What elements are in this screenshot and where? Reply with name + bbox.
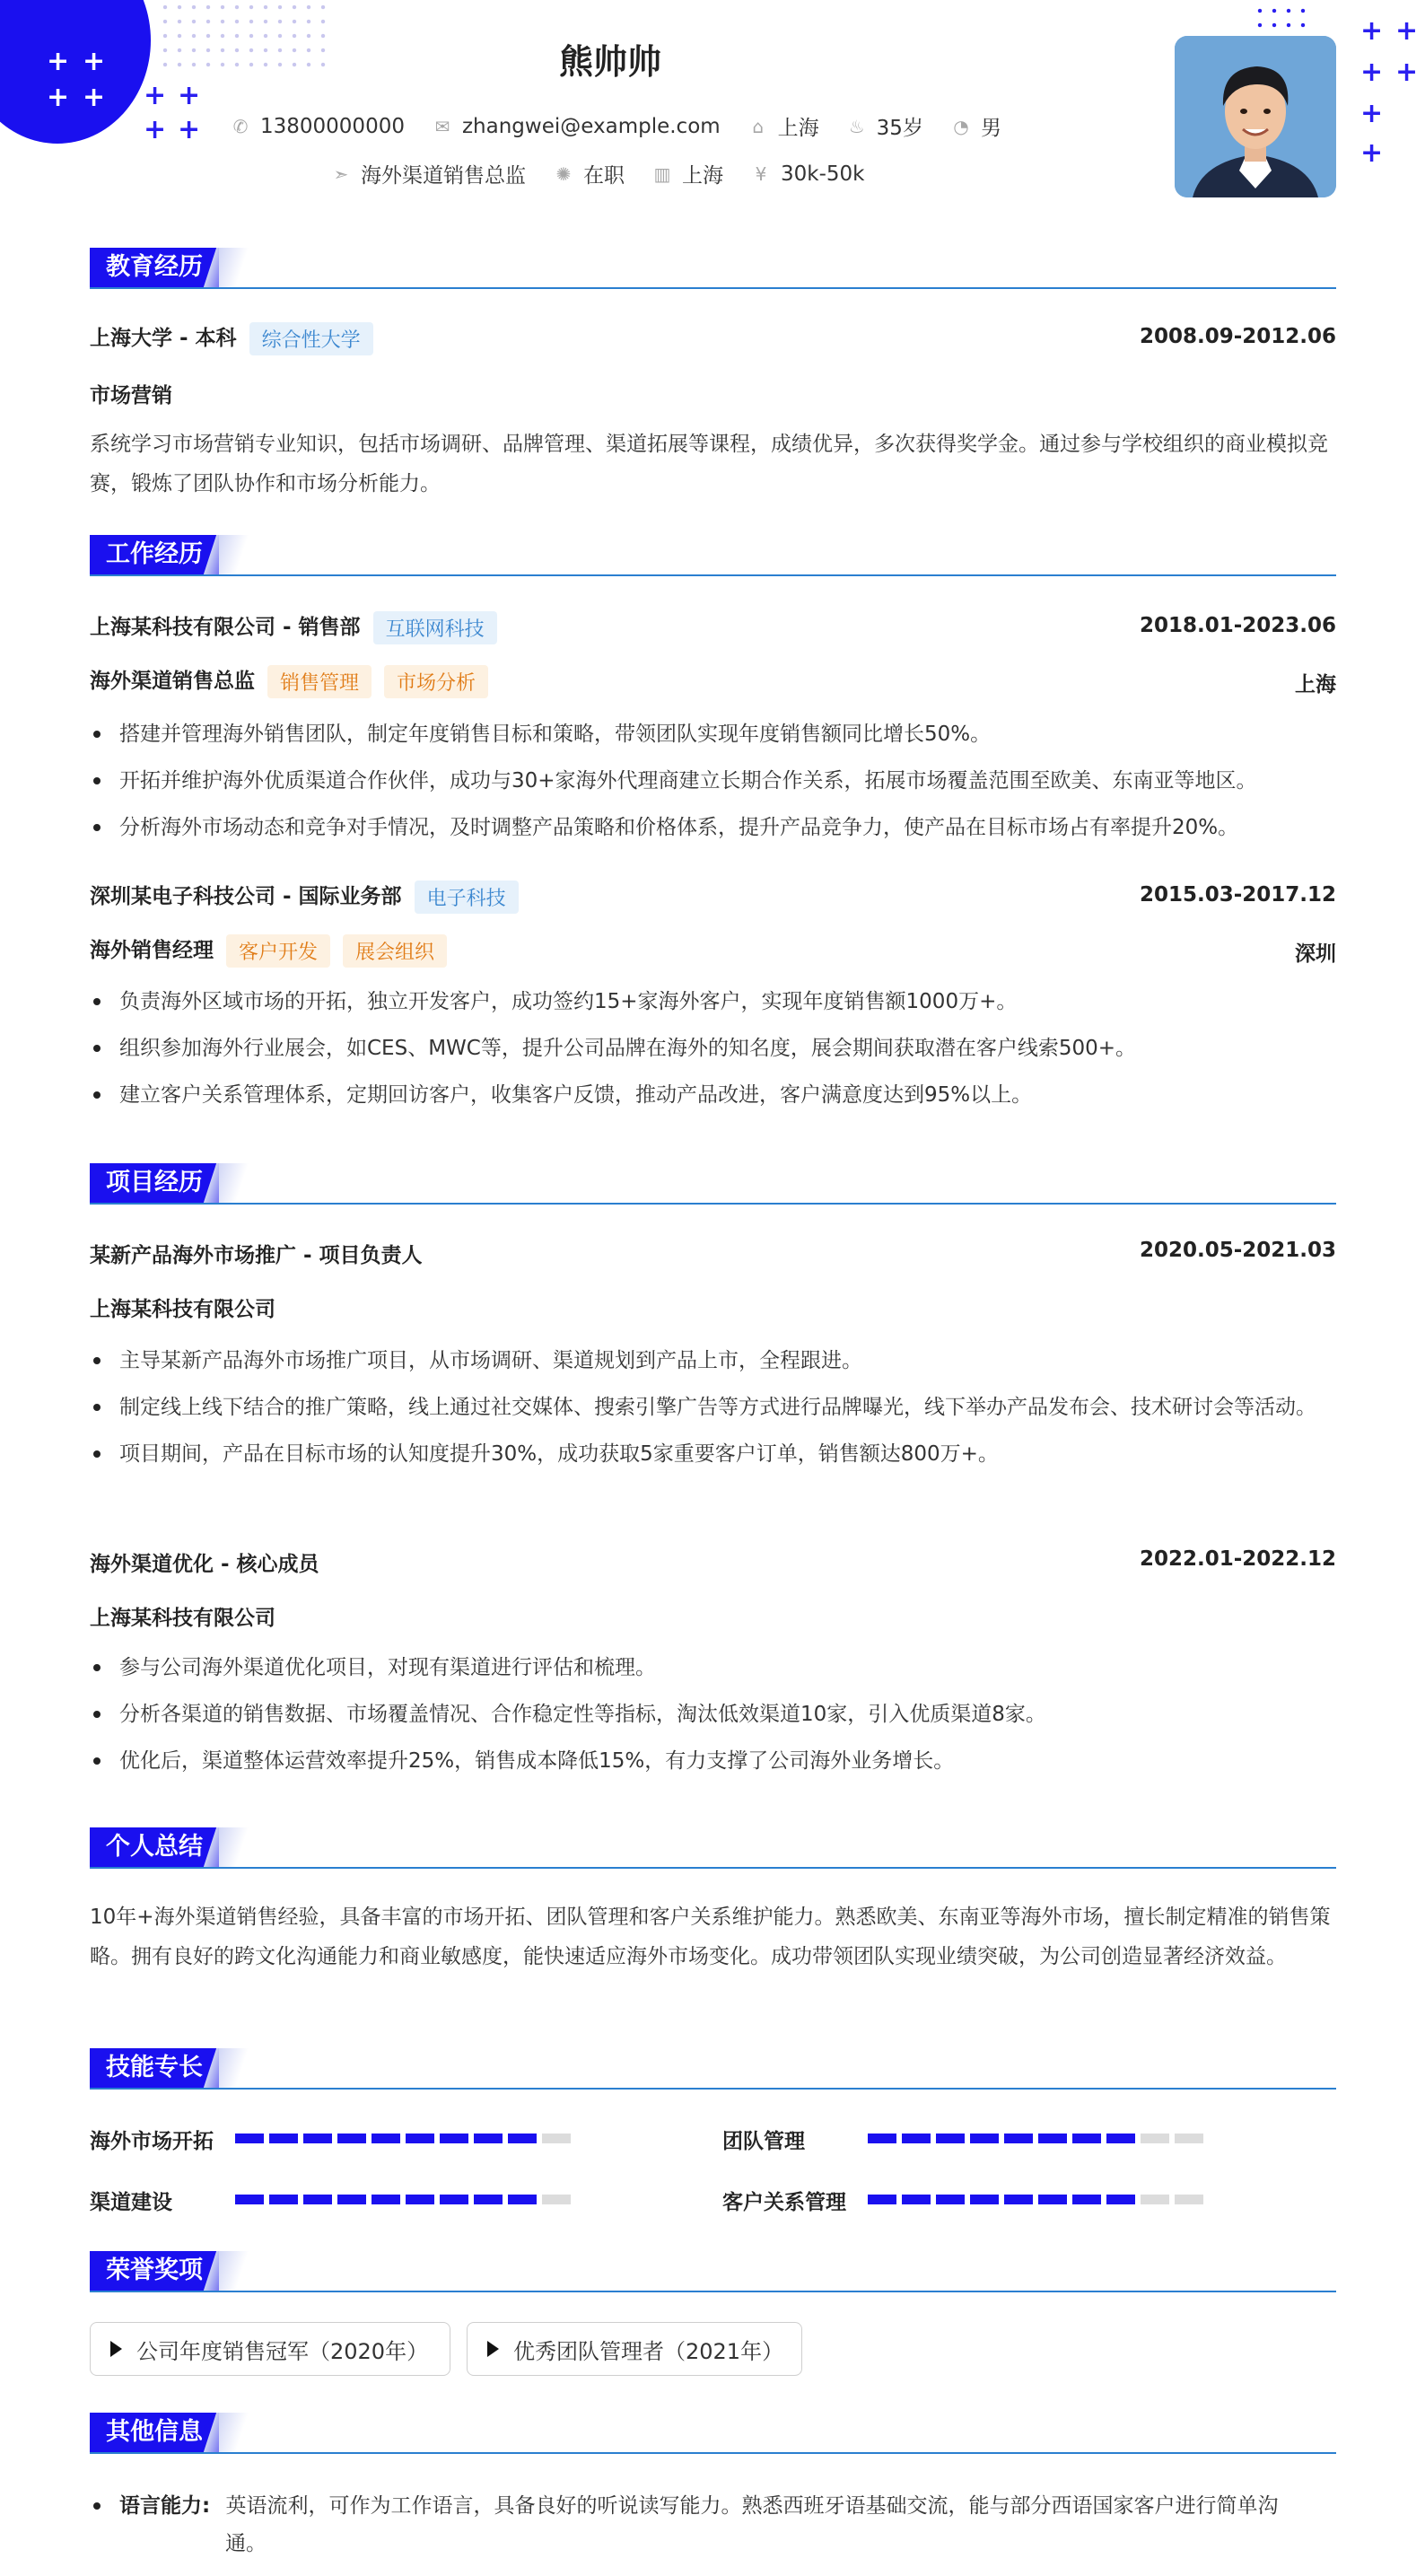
skill-segment-filled bbox=[1004, 2195, 1033, 2204]
section-title: 其他信息 bbox=[90, 2413, 219, 2452]
plus-icon: + bbox=[178, 114, 201, 145]
skill-segment-empty bbox=[1141, 2134, 1169, 2143]
skill-segment-empty bbox=[1141, 2195, 1169, 2204]
list-item: 参与公司海外渠道优化项目，对现有渠道进行评估和梳理。 bbox=[90, 1648, 1336, 1687]
list-item: 组织参加海外行业展会，如CES、MWC等，提升公司品牌在海外的知名度，展会期间获取潜在客户线索500+。 bbox=[90, 1029, 1336, 1068]
work-title: 海外渠道销售总监 bbox=[90, 670, 255, 693]
section-rule bbox=[90, 1867, 1336, 1869]
email-item bbox=[433, 115, 721, 138]
project-bullets bbox=[90, 1648, 1336, 1781]
skill-segment-filled bbox=[1038, 2195, 1067, 2204]
summary-text: 10年+海外渠道销售经验，具备丰富的市场开拓、团队管理和客户关系维护能力。熟悉欧美、东南亚等海外市场，擅长制定精准的销售策略。拥有良好的跨文化沟通能力和商业敏感度，能快速适应海外市场变化。成功带领团队实现业绩突破，为公司创造显著经济效益。 bbox=[90, 1906, 1331, 1968]
skill-segment-filled bbox=[337, 2195, 366, 2204]
status-item bbox=[555, 159, 625, 188]
mail-icon: ✉ bbox=[434, 115, 450, 137]
project-org: 上海某科技有限公司 bbox=[90, 1298, 275, 1321]
skill-segment-filled bbox=[1072, 2195, 1101, 2204]
skill-segment-empty bbox=[542, 2134, 571, 2143]
section-projects bbox=[90, 1163, 1336, 1205]
skill-segment-filled bbox=[1106, 2195, 1135, 2204]
edu-description: 系统学习市场营销专业知识，包括市场调研、品牌管理、渠道拓展等课程，成绩优异，多次获得奖学金。通过参与学校组织的商业模拟竞赛，锻炼了团队协作和市场分析能力。 bbox=[90, 433, 1328, 495]
skill-segment-filled bbox=[1004, 2134, 1033, 2143]
avatar-photo bbox=[1175, 36, 1336, 197]
list-item: 建立客户关系管理体系，定期回访客户，收集客户反馈，推动产品改进，客户满意度达到95%以上。 bbox=[90, 1075, 1336, 1115]
skill-segment-filled bbox=[440, 2195, 468, 2204]
skill-name: 团队管理 bbox=[722, 2130, 805, 2153]
plus-icon: + bbox=[1395, 15, 1419, 47]
award-text: 公司年度销售冠军（2020年） bbox=[136, 2338, 429, 2364]
salary-text: 30k-50k bbox=[781, 162, 865, 186]
hometown-text: 上海 bbox=[777, 117, 819, 140]
city-text: 上海 bbox=[682, 164, 723, 188]
work-tag: 展会组织 bbox=[343, 934, 447, 968]
plus-icon: + bbox=[144, 80, 167, 111]
section-awards bbox=[90, 2251, 1336, 2292]
work-city: 上海 bbox=[1295, 673, 1336, 697]
edu-date: 2008.09-2012.06 bbox=[1139, 325, 1336, 348]
list-item: 优化后，渠道整体运营效率提升25%，销售成本降低15%，有力支撑了公司海外业务增长。 bbox=[90, 1741, 1336, 1781]
plus-icon: + bbox=[1360, 98, 1384, 129]
list-item: 负责海外区域市场的开拓，独立开发客户，成功签约15+家海外客户，实现年度销售额1000万+。 bbox=[90, 982, 1336, 1021]
section-work bbox=[90, 535, 1336, 576]
list-item: 主导某新产品海外市场推广项目，从市场调研、渠道规划到产品上市，全程跟进。 bbox=[90, 1341, 1336, 1380]
plus-icon: + bbox=[83, 82, 106, 113]
other-text: 英语流利，可作为工作语言，具备良好的听说读写能力。熟悉西班牙语基础交流，能与部分西语国家客户进行简单沟 bbox=[225, 2494, 1279, 2518]
list-item: 搭建并管理海外销售团队，制定年度销售目标和策略，带领团队实现年度销售额同比增长50%。 bbox=[90, 714, 1336, 754]
skill-segment-filled bbox=[868, 2195, 896, 2204]
section-title: 项目经历 bbox=[90, 1163, 219, 1203]
gender-text: 男 bbox=[980, 117, 1001, 140]
project-name: 海外渠道优化 - 核心成员 bbox=[90, 1553, 319, 1576]
plus-icon: + bbox=[1360, 137, 1384, 169]
work-company-line bbox=[90, 610, 497, 644]
phone-item bbox=[232, 115, 405, 138]
skill-segment-filled bbox=[970, 2195, 999, 2204]
skill-segment-empty bbox=[542, 2195, 571, 2204]
section-rule bbox=[90, 2452, 1336, 2454]
list-item: 分析海外市场动态和竞争对手情况，及时调整产品策略和价格体系，提升产品竞争力，使产品在目标市场占有率提升20%。 bbox=[90, 808, 1336, 847]
skill-segment-filled bbox=[936, 2134, 965, 2143]
age-item bbox=[848, 111, 923, 141]
position-item bbox=[332, 159, 526, 188]
list-item: 开拓并维护海外优质渠道合作伙伴，成功与30+家海外代理商建立长期合作关系，拓展市场覆盖范围至欧美、东南亚等地区。 bbox=[90, 761, 1336, 801]
triangle-icon bbox=[110, 2341, 122, 2357]
skill-segment-filled bbox=[474, 2195, 503, 2204]
send-icon: ➣ bbox=[333, 162, 349, 185]
skill-segment-filled bbox=[337, 2134, 366, 2143]
plus-icon: + bbox=[47, 46, 70, 77]
section-title: 教育经历 bbox=[90, 248, 219, 287]
other-item bbox=[90, 2486, 1336, 2562]
section-skills bbox=[90, 2048, 1336, 2090]
section-rule bbox=[90, 2291, 1336, 2292]
skill-segment-filled bbox=[372, 2195, 400, 2204]
work-company-tag: 电子科技 bbox=[415, 881, 519, 914]
phone-icon: ✆ bbox=[232, 115, 249, 137]
skill-segment-filled bbox=[902, 2195, 931, 2204]
work-bullets bbox=[90, 982, 1336, 1115]
email-text: zhangwei@example.com bbox=[461, 114, 721, 138]
award-item bbox=[90, 2322, 450, 2376]
skill-segment-filled bbox=[406, 2195, 434, 2204]
skill-bar bbox=[235, 2195, 571, 2204]
skill-bar bbox=[868, 2134, 1203, 2143]
section-rule bbox=[90, 574, 1336, 576]
candidate-name: 熊帅帅 bbox=[558, 42, 661, 82]
edu-school-line bbox=[90, 321, 373, 355]
plus-icon: + bbox=[144, 114, 167, 145]
project-date: 2020.05-2021.03 bbox=[1139, 1239, 1336, 1262]
list-item: 项目期间，产品在目标市场的认知度提升30%，成功获取5家重要客户订单，销售额达800万+。 bbox=[90, 1434, 1336, 1474]
section-other bbox=[90, 2413, 1336, 2454]
skill-segment-filled bbox=[303, 2195, 332, 2204]
skill-segment-filled bbox=[868, 2134, 896, 2143]
project-name: 某新产品海外市场推广 - 项目负责人 bbox=[90, 1244, 423, 1267]
plus-icon: + bbox=[83, 46, 106, 77]
skill-segment-filled bbox=[372, 2134, 400, 2143]
edu-major: 市场营销 bbox=[90, 384, 172, 407]
list-item: 分析各渠道的销售数据、市场覆盖情况、合作稳定性等指标，淘汰低效渠道10家，引入优质渠道8家。 bbox=[90, 1695, 1336, 1734]
section-title: 个人总结 bbox=[90, 1827, 219, 1867]
home-icon: ⌂ bbox=[752, 115, 765, 137]
section-title: 荣誉奖项 bbox=[90, 2251, 219, 2291]
plus-icon: + bbox=[47, 82, 70, 113]
skill-segment-filled bbox=[440, 2134, 468, 2143]
skill-segment-filled bbox=[1072, 2134, 1101, 2143]
other-label: 语言能力: bbox=[119, 2494, 211, 2518]
skill-bar bbox=[868, 2195, 1203, 2204]
position-text: 海外渠道销售总监 bbox=[361, 164, 526, 188]
skill-segment-filled bbox=[1038, 2134, 1067, 2143]
plus-icon: + bbox=[178, 80, 201, 111]
skill-segment-empty bbox=[1175, 2195, 1203, 2204]
gender-icon: ◔ bbox=[953, 115, 969, 137]
work-company-tag: 互联网科技 bbox=[373, 611, 497, 644]
work-city: 深圳 bbox=[1295, 942, 1336, 966]
plus-icon: + bbox=[1395, 57, 1419, 88]
other-text-continued: 通。 bbox=[225, 2532, 267, 2555]
status-text: 在职 bbox=[583, 164, 625, 188]
hometown-item bbox=[749, 111, 819, 141]
building-icon: ▥ bbox=[653, 162, 671, 185]
skill-segment-filled bbox=[902, 2134, 931, 2143]
skill-segment-filled bbox=[303, 2134, 332, 2143]
salary-item bbox=[752, 162, 864, 186]
work-date: 2015.03-2017.12 bbox=[1139, 883, 1336, 907]
skill-segment-filled bbox=[406, 2134, 434, 2143]
work-tag: 销售管理 bbox=[267, 665, 372, 698]
edu-school: 上海大学 - 本科 bbox=[90, 327, 237, 350]
work-company-line bbox=[90, 880, 519, 914]
skill-segment-filled bbox=[269, 2195, 298, 2204]
work-title-line bbox=[90, 664, 488, 698]
cake-icon: ♨ bbox=[848, 115, 865, 137]
bullet-dot bbox=[93, 2502, 101, 2510]
yen-icon: ¥ bbox=[755, 162, 767, 185]
skill-name: 海外市场开拓 bbox=[90, 2130, 214, 2153]
work-title: 海外销售经理 bbox=[90, 939, 214, 962]
work-tag: 客户开发 bbox=[226, 934, 330, 968]
project-org: 上海某科技有限公司 bbox=[90, 1607, 275, 1630]
city-item bbox=[653, 159, 723, 188]
skill-segment-empty bbox=[1175, 2134, 1203, 2143]
work-company: 深圳某电子科技公司 - 国际业务部 bbox=[90, 885, 402, 908]
plus-icon: + bbox=[1360, 57, 1384, 88]
triangle-icon bbox=[487, 2341, 499, 2357]
skill-segment-filled bbox=[269, 2134, 298, 2143]
project-date: 2022.01-2022.12 bbox=[1139, 1547, 1336, 1571]
skill-segment-filled bbox=[474, 2134, 503, 2143]
work-tag: 市场分析 bbox=[384, 665, 488, 698]
skill-name: 渠道建设 bbox=[90, 2191, 172, 2214]
skill-segment-filled bbox=[508, 2134, 537, 2143]
skill-segment-filled bbox=[1106, 2134, 1135, 2143]
project-bullets bbox=[90, 1341, 1336, 1474]
section-title: 技能专长 bbox=[90, 2048, 219, 2088]
award-text: 优秀团队管理者（2021年） bbox=[513, 2338, 784, 2364]
contact-row bbox=[232, 111, 1001, 141]
edu-school-tag: 综合性大学 bbox=[249, 322, 373, 355]
section-education bbox=[90, 248, 1336, 289]
work-bullets bbox=[90, 714, 1336, 847]
plus-icon: + bbox=[1360, 15, 1384, 47]
skill-segment-filled bbox=[235, 2134, 264, 2143]
section-title: 工作经历 bbox=[90, 535, 219, 574]
age-text: 35岁 bbox=[876, 117, 923, 140]
skill-name: 客户关系管理 bbox=[722, 2191, 846, 2214]
phone-text: 13800000000 bbox=[260, 114, 405, 138]
work-date: 2018.01-2023.06 bbox=[1139, 614, 1336, 637]
work-company: 上海某科技有限公司 - 销售部 bbox=[90, 616, 361, 639]
section-rule bbox=[90, 2088, 1336, 2090]
skill-segment-filled bbox=[936, 2195, 965, 2204]
gender-item bbox=[952, 111, 1001, 141]
decor-dots bbox=[1253, 4, 1310, 36]
list-item: 制定线上线下结合的推广策略，线上通过社交媒体、搜索引擎广告等方式进行品牌曝光，线下举办产品发布会、技术研讨会等活动。 bbox=[90, 1388, 1336, 1427]
section-rule bbox=[90, 1203, 1336, 1205]
intention-row bbox=[332, 159, 864, 188]
award-item bbox=[467, 2322, 802, 2376]
skill-segment-filled bbox=[508, 2195, 537, 2204]
work-title-line bbox=[90, 933, 447, 968]
section-rule bbox=[90, 287, 1336, 289]
section-summary bbox=[90, 1827, 1336, 1869]
skill-bar bbox=[235, 2134, 571, 2143]
skill-segment-filled bbox=[970, 2134, 999, 2143]
status-icon: ✺ bbox=[555, 162, 572, 185]
skill-segment-filled bbox=[235, 2195, 264, 2204]
